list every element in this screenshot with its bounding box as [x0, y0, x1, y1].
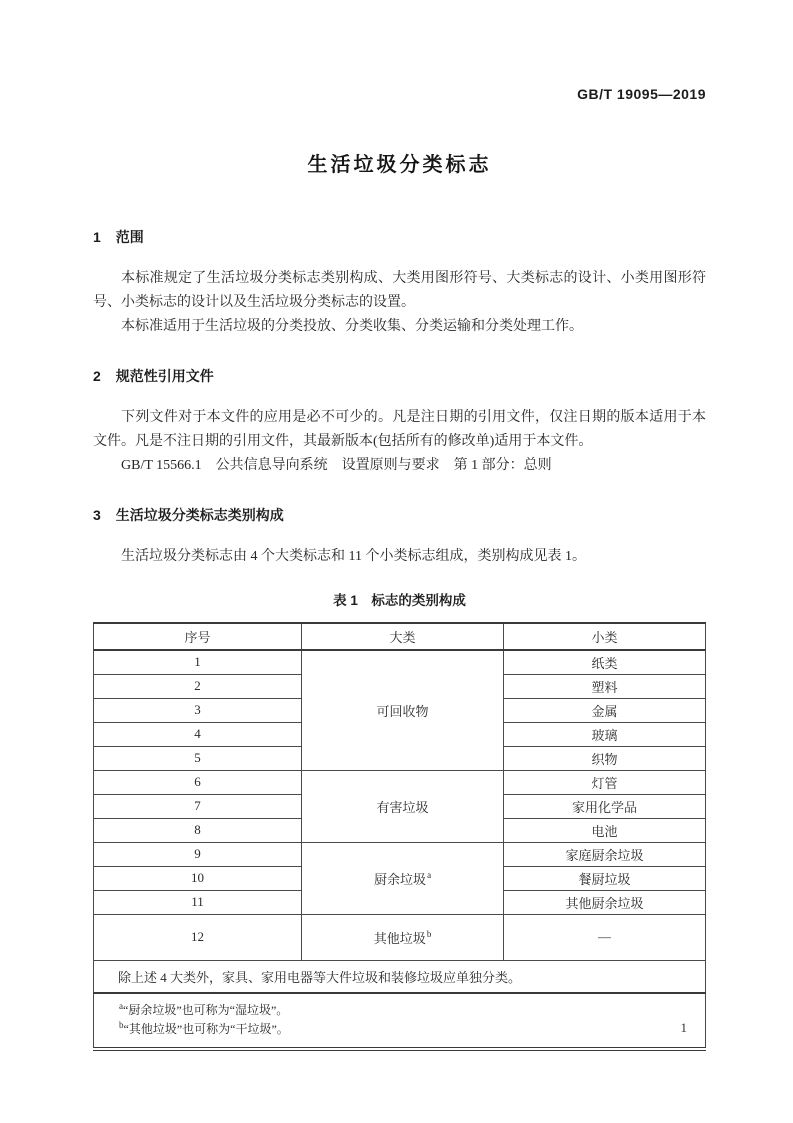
- page-content: [93, 0, 706, 1051]
- footnote-a-mark: a: [119, 1000, 123, 1011]
- footnote-mark-b: b: [426, 929, 432, 940]
- cell-major-kitchen: [302, 842, 504, 914]
- cell-minor: 家庭厨余垃圾: [504, 842, 706, 866]
- cell-minor: 金属: [504, 698, 706, 722]
- cell-no: 2: [94, 674, 302, 698]
- cell-minor: 电池: [504, 818, 706, 842]
- footnote-b-text: “其他垃圾”也可称为“干垃圾”。: [123, 1021, 289, 1036]
- table-note-row: [94, 960, 706, 993]
- cell-no: 12: [94, 914, 302, 960]
- table-footnote-row: [94, 993, 706, 1049]
- table-footnotes: [94, 993, 706, 1049]
- footnote-mark-a: a: [427, 870, 432, 881]
- cell-minor: 纸类: [504, 650, 706, 674]
- section-2-heading: [93, 366, 706, 386]
- paragraph: 生活垃圾分类标志由 4 个大类标志和 11 个小类标志组成，类别构成见表 1。: [121, 549, 586, 564]
- document-title: 生活垃圾分类标志: [307, 154, 492, 176]
- cell-no: 3: [94, 698, 302, 722]
- cell-no: 8: [94, 818, 302, 842]
- cell-minor: 家用化学品: [504, 794, 706, 818]
- section-number: 2: [93, 368, 101, 384]
- cell-major-other: [302, 914, 504, 960]
- cell-minor: 其他厨余垃圾: [504, 890, 706, 914]
- paragraph: 本标准适用于生活垃圾的分类投放、分类收集、分类运输和分类处理工作。: [121, 319, 583, 334]
- section-title: 范围: [115, 229, 144, 245]
- section-3-heading: [93, 505, 706, 525]
- page-number: 1: [680, 1020, 687, 1035]
- cell-no: 4: [94, 722, 302, 746]
- cell-minor: 塑料: [504, 674, 706, 698]
- table-row: [94, 770, 706, 794]
- table-row: [94, 914, 706, 960]
- cell-minor: 玻璃: [504, 722, 706, 746]
- col-header-major: 大类: [302, 623, 504, 650]
- footnote-a: [118, 1001, 697, 1020]
- table-caption: 表 1 标志的类别构成: [333, 593, 466, 608]
- col-header-minor: 小类: [504, 623, 706, 650]
- cell-major-recyclable: 可回收物: [302, 650, 504, 770]
- cell-no: 6: [94, 770, 302, 794]
- section-1-heading: [93, 227, 706, 247]
- section-title: 生活垃圾分类标志类别构成: [115, 507, 284, 523]
- cell-minor: —: [504, 914, 706, 960]
- table-header-row: [94, 623, 706, 650]
- standard-code: GB/T 19095—2019: [577, 86, 706, 102]
- paragraph: 本标准规定了生活垃圾分类标志类别构成、大类用图形符号、大类标志的设计、小类用图形符号、小类标志的设计以及生活垃圾分类标志的设置。: [93, 271, 706, 310]
- major-label: 其他垃圾: [373, 930, 426, 946]
- cell-minor: 织物: [504, 746, 706, 770]
- major-label: 厨余垃圾: [374, 871, 427, 887]
- normative-reference: GB/T 15566.1 公共信息导向系统 设置原则与要求 第 1 部分：总则: [121, 458, 552, 473]
- classification-table: [93, 622, 706, 1051]
- section-number: 3: [93, 507, 101, 523]
- cell-minor: 灯管: [504, 770, 706, 794]
- footnote-b-mark: b: [119, 1019, 124, 1030]
- cell-minor: 餐厨垃圾: [504, 866, 706, 890]
- footnote-b: [118, 1020, 697, 1039]
- section-title: 规范性引用文件: [115, 368, 214, 384]
- cell-no: 9: [94, 842, 302, 866]
- cell-no: 7: [94, 794, 302, 818]
- paragraph: 下列文件对于本文件的应用是必不可少的。凡是注日期的引用文件，仅注日期的版本适用于本文件。凡是不注日期的引用文件，其最新版本(包括所有的修改单)适用于本文件。: [93, 410, 706, 449]
- cell-no: 1: [94, 650, 302, 674]
- table-row: [94, 842, 706, 866]
- cell-no: 11: [94, 890, 302, 914]
- table-row: [94, 650, 706, 674]
- cell-major-hazardous: 有害垃圾: [302, 770, 504, 842]
- section-number: 1: [93, 229, 101, 245]
- cell-no: 5: [94, 746, 302, 770]
- table-note: 除上述 4 大类外，家具、家用电器等大件垃圾和装修垃圾应单独分类。: [94, 960, 706, 993]
- footnote-a-text: “厨余垃圾”也可称为“湿垃圾”。: [123, 1002, 289, 1017]
- col-header-no: 序号: [94, 623, 302, 650]
- cell-no: 10: [94, 866, 302, 890]
